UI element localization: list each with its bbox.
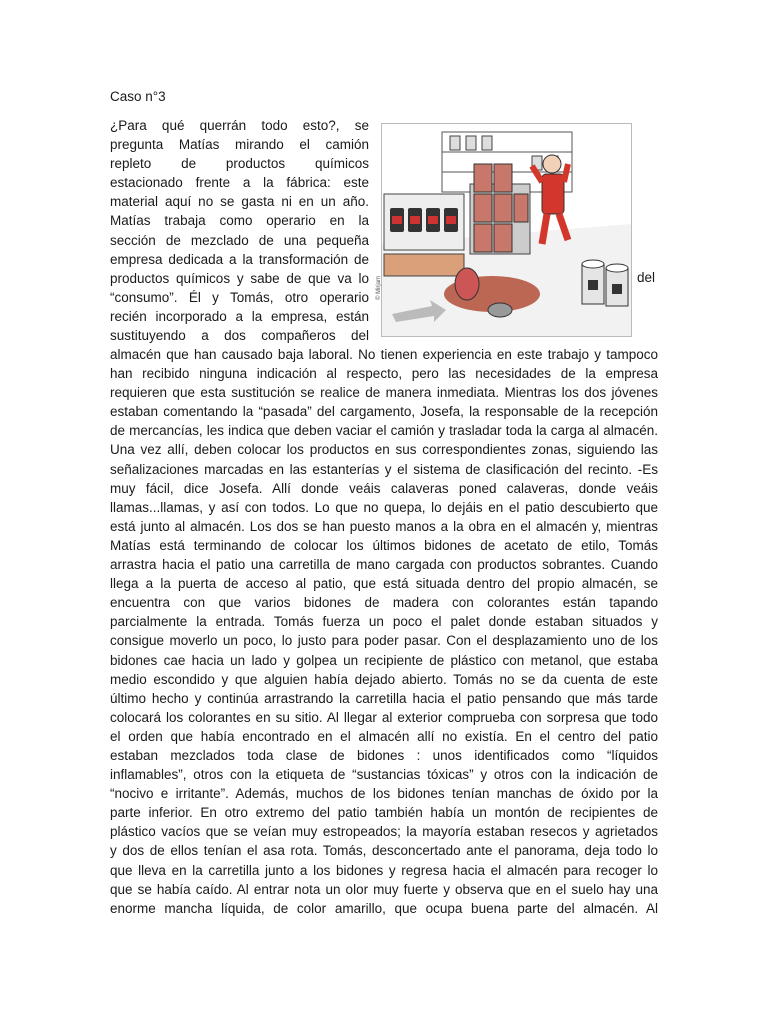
text-line: pregunta Matías mirando el camión xyxy=(110,137,369,153)
case-title: Caso n°3 xyxy=(110,89,166,104)
text-line: estacionado frente a la fábrica: este xyxy=(110,175,369,191)
text-line: muy fácil, dice Josefa. Allí donde veáis calaveras poned calaveras, donde veáis xyxy=(110,480,658,496)
text-line: recién incorporado a la empresa, están xyxy=(110,308,369,324)
text-line: han recibido ninguna indicación al respecto, pero las necesidades de la empresa xyxy=(110,366,658,382)
text-line: enorme mancha líquida, de color amarillo, que ocupa buena parte del almacén. Al xyxy=(110,900,658,916)
shelf-jars-icon xyxy=(384,194,464,276)
body-paragraph xyxy=(110,345,658,918)
text-line: requieren que esta sustitución se realice de manera inmediata. Mientras los dos jóvenes xyxy=(110,385,658,401)
text-line: parcialmente la entrada. Tomás fuerza un poco el palet donde estaban situados y xyxy=(110,614,658,630)
text-line: colocará los colorantes en su sitio. Al llegar al exterior comprueba con sorpresa que todo xyxy=(110,709,658,725)
wrap-tail-word: del xyxy=(637,270,656,285)
text-line: productos químicos y sabe de que va lo xyxy=(110,270,369,286)
text-line: empresa dedicada a la transformación de xyxy=(110,251,369,267)
text-line: de mercancías, les indica que deben vaciar el camión y trasladar toda la carga al almacén. xyxy=(110,423,658,439)
text-line: estaban comentando la “pasada” del cargamento, Josefa, la responsable de la recepción xyxy=(110,404,658,420)
text-line: el orden que había encontrado en el almacén allí no existía. En el centro del patio xyxy=(110,728,658,744)
text-line: Una vez allí, deben colocar los productos en sus correspondientes zonas, siguiendo las xyxy=(110,442,658,458)
text-line: Matías trabaja como operario en la xyxy=(110,213,369,229)
text-line: ¿Para qué querrán todo esto?, se xyxy=(110,118,369,133)
text-line: que se había caído. Al entrar nota un olor muy fuerte y observa que en el suelo hay una xyxy=(110,881,658,897)
text-line: está junto al almacén. Los dos se han puesto manos a la obra en el almacén y, mientras xyxy=(110,518,658,534)
text-line: inflamables”, otros con la etiqueta de “sustancias tóxicas” y otros con la indicación de xyxy=(110,767,658,783)
text-line: consigue moverlo un poco, lo justo para poder pasar. Con el desplazamiento uno de los xyxy=(110,633,658,649)
text-line: llega a la puerta de acceso al patio, que está situada dentro del propio almacén, se xyxy=(110,576,658,592)
text-line: sección de mezclado de una pequeña xyxy=(110,232,369,248)
text-line: medio escondido y que alguien había dejado abierto. Tomás no se da cuenta de este xyxy=(110,671,658,687)
text-line: “nocivo e irritante”. Además, muchos de los bidones tenían manchas de óxido por la xyxy=(110,786,658,802)
text-line: parte inferior. En otro extremo del patio también había un montón de recipientes de xyxy=(110,805,658,821)
text-line: “consumo”. Él y Tomás, otro operario xyxy=(110,289,369,305)
text-line: que lleva en la carretilla junto a los bidones y regresa hacia el almacén para recoger lo xyxy=(110,862,658,878)
warehouse-illustration xyxy=(381,123,632,337)
text-line: y dos de ellos tenían el asa rota. Tomás, desconcertado ante el panorama, deja todo lo xyxy=(110,843,658,859)
text-line: Matías está terminando de colocar los últimos bidones de acetato de etilo, Tomás xyxy=(110,537,658,553)
text-line: estaban mezclados toda clase de bidones : unos identificados como “líquidos xyxy=(110,747,658,763)
text-line: repleto de productos químicos xyxy=(110,156,369,172)
figure-credit: © Mirjam xyxy=(376,275,382,300)
text-line: arrastra hacia el patio una carretilla de mano cargada con productos sobrantes. Cuando xyxy=(110,557,658,573)
text-line: bidones cae hacia un lado y golpea un recipiente de plástico con metanol, que estaba xyxy=(110,652,658,668)
text-line: sustituyendo a dos compañeros del xyxy=(110,328,369,344)
text-line: último hecho y continúa arrastrando la carretilla hacia el patio pensando que más tarde xyxy=(110,690,658,706)
text-line: plástico vacíos que se veían muy estropeados; la mayoría estaban resecos y agrietados xyxy=(110,824,658,840)
text-line: llamas...llamas, y así con todos. Lo que no quepa, lo dejáis en el patio descubierto que xyxy=(110,499,658,515)
text-line: encuentra con que varios bidones de madera con colorantes están tapando xyxy=(110,595,658,611)
wrapped-paragraph xyxy=(110,116,369,345)
text-line: almacén que han causado baja laboral. No tienen experiencia en este trabajo y tampoco xyxy=(110,347,658,362)
illustration-svg xyxy=(382,124,631,336)
text-line: material aquí no se gasta ni en un año. xyxy=(110,194,369,210)
text-line: señalizaciones marcadas en las estanterías y el sistema de clasificación del recinto. -Es xyxy=(110,461,658,477)
